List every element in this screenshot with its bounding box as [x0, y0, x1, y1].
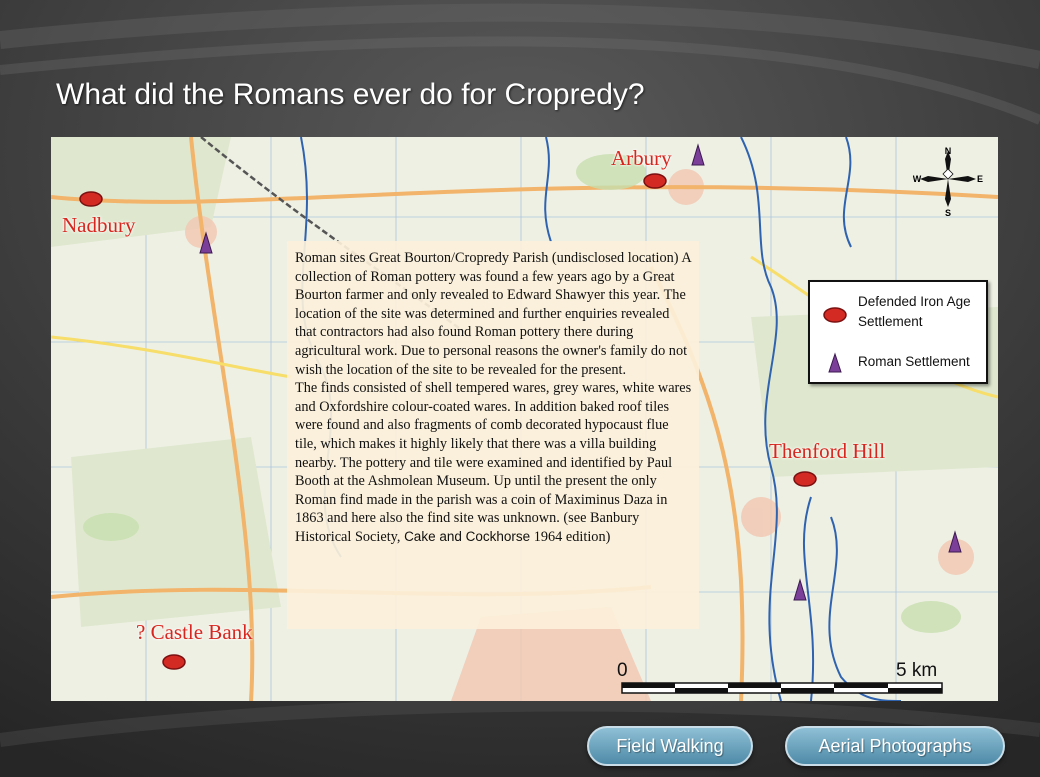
compass-n: N [944, 146, 952, 156]
iron-age-marker-arbury [642, 172, 668, 190]
aerial-photographs-button[interactable]: Aerial Photographs [785, 726, 1005, 766]
scale-bar [621, 682, 943, 694]
roman-marker-wormleighton [198, 231, 214, 255]
legend-iron-age-icon [822, 306, 848, 324]
legend-roman-label: Roman Settlement [858, 354, 970, 369]
map-legend [808, 280, 988, 384]
scale-start-label: 0 [617, 660, 628, 681]
info-reference-title: Cake and Cockhorse [404, 528, 531, 544]
info-paragraph-1: Roman sites Great Bourton/Cropredy Parish (undisclosed location) A collection of Roman pottery was found a few years ago by a Great Bourton farmer and only revealed to Edward Shawyer this year. The location of the site was determined and further enquiries revealed that contractors had also found Roman pottery there during agricultural work. Due to personal reasons the owner's family do not wish the location of the site to be revealed for the present. [295, 250, 691, 378]
legend-iron-age-label: Defended Iron Age Settlement [858, 294, 971, 329]
scale-end-label: 5 km [896, 660, 938, 681]
compass-w: W [913, 174, 922, 184]
roman-marker-middleton [792, 578, 808, 602]
roman-sites-info-box [287, 241, 699, 629]
iron-age-marker-nadbury [78, 190, 104, 208]
field-walking-button[interactable]: Field Walking [587, 726, 753, 766]
place-label-arbury: Arbury [611, 146, 672, 170]
iron-age-marker-castle-bank [161, 653, 187, 671]
compass-rose-icon [913, 145, 983, 217]
info-paragraph-2-text: The finds consisted of shell tempered wares, grey wares, white wares and Oxfordshire colour-coated wares. In addition baked roof tiles were found and also fragments of comb decorated hypocaust flue tile, which makes it highly likely that there was a villa building nearby. The pottery and tile were examined and identified by Paul Booth at the Ashmolean Museum. Up until the present the only Roman find made in the parish was a coin of Maximinus Daza in 1863 and here also the find site was unknown. (see Banbury Historical Society, [295, 380, 692, 545]
place-label-castle-bank: ? Castle Bank [136, 620, 253, 644]
place-label-thenford-hill: Thenford Hill [769, 439, 886, 463]
compass-s: S [944, 208, 952, 217]
roman-marker-east [947, 530, 963, 554]
compass-e: E [976, 174, 983, 184]
info-paragraph-2 [295, 379, 693, 546]
map-area [51, 137, 998, 701]
place-label-nadbury: Nadbury [62, 213, 136, 237]
legend-roman-icon [827, 352, 843, 374]
roman-marker-arbury [690, 143, 706, 167]
info-paragraph-2-end: 1964 edition) [533, 528, 611, 545]
slide-title: What did the Romans ever do for Cropredy? [56, 78, 645, 111]
iron-age-marker-thenford [792, 470, 818, 488]
